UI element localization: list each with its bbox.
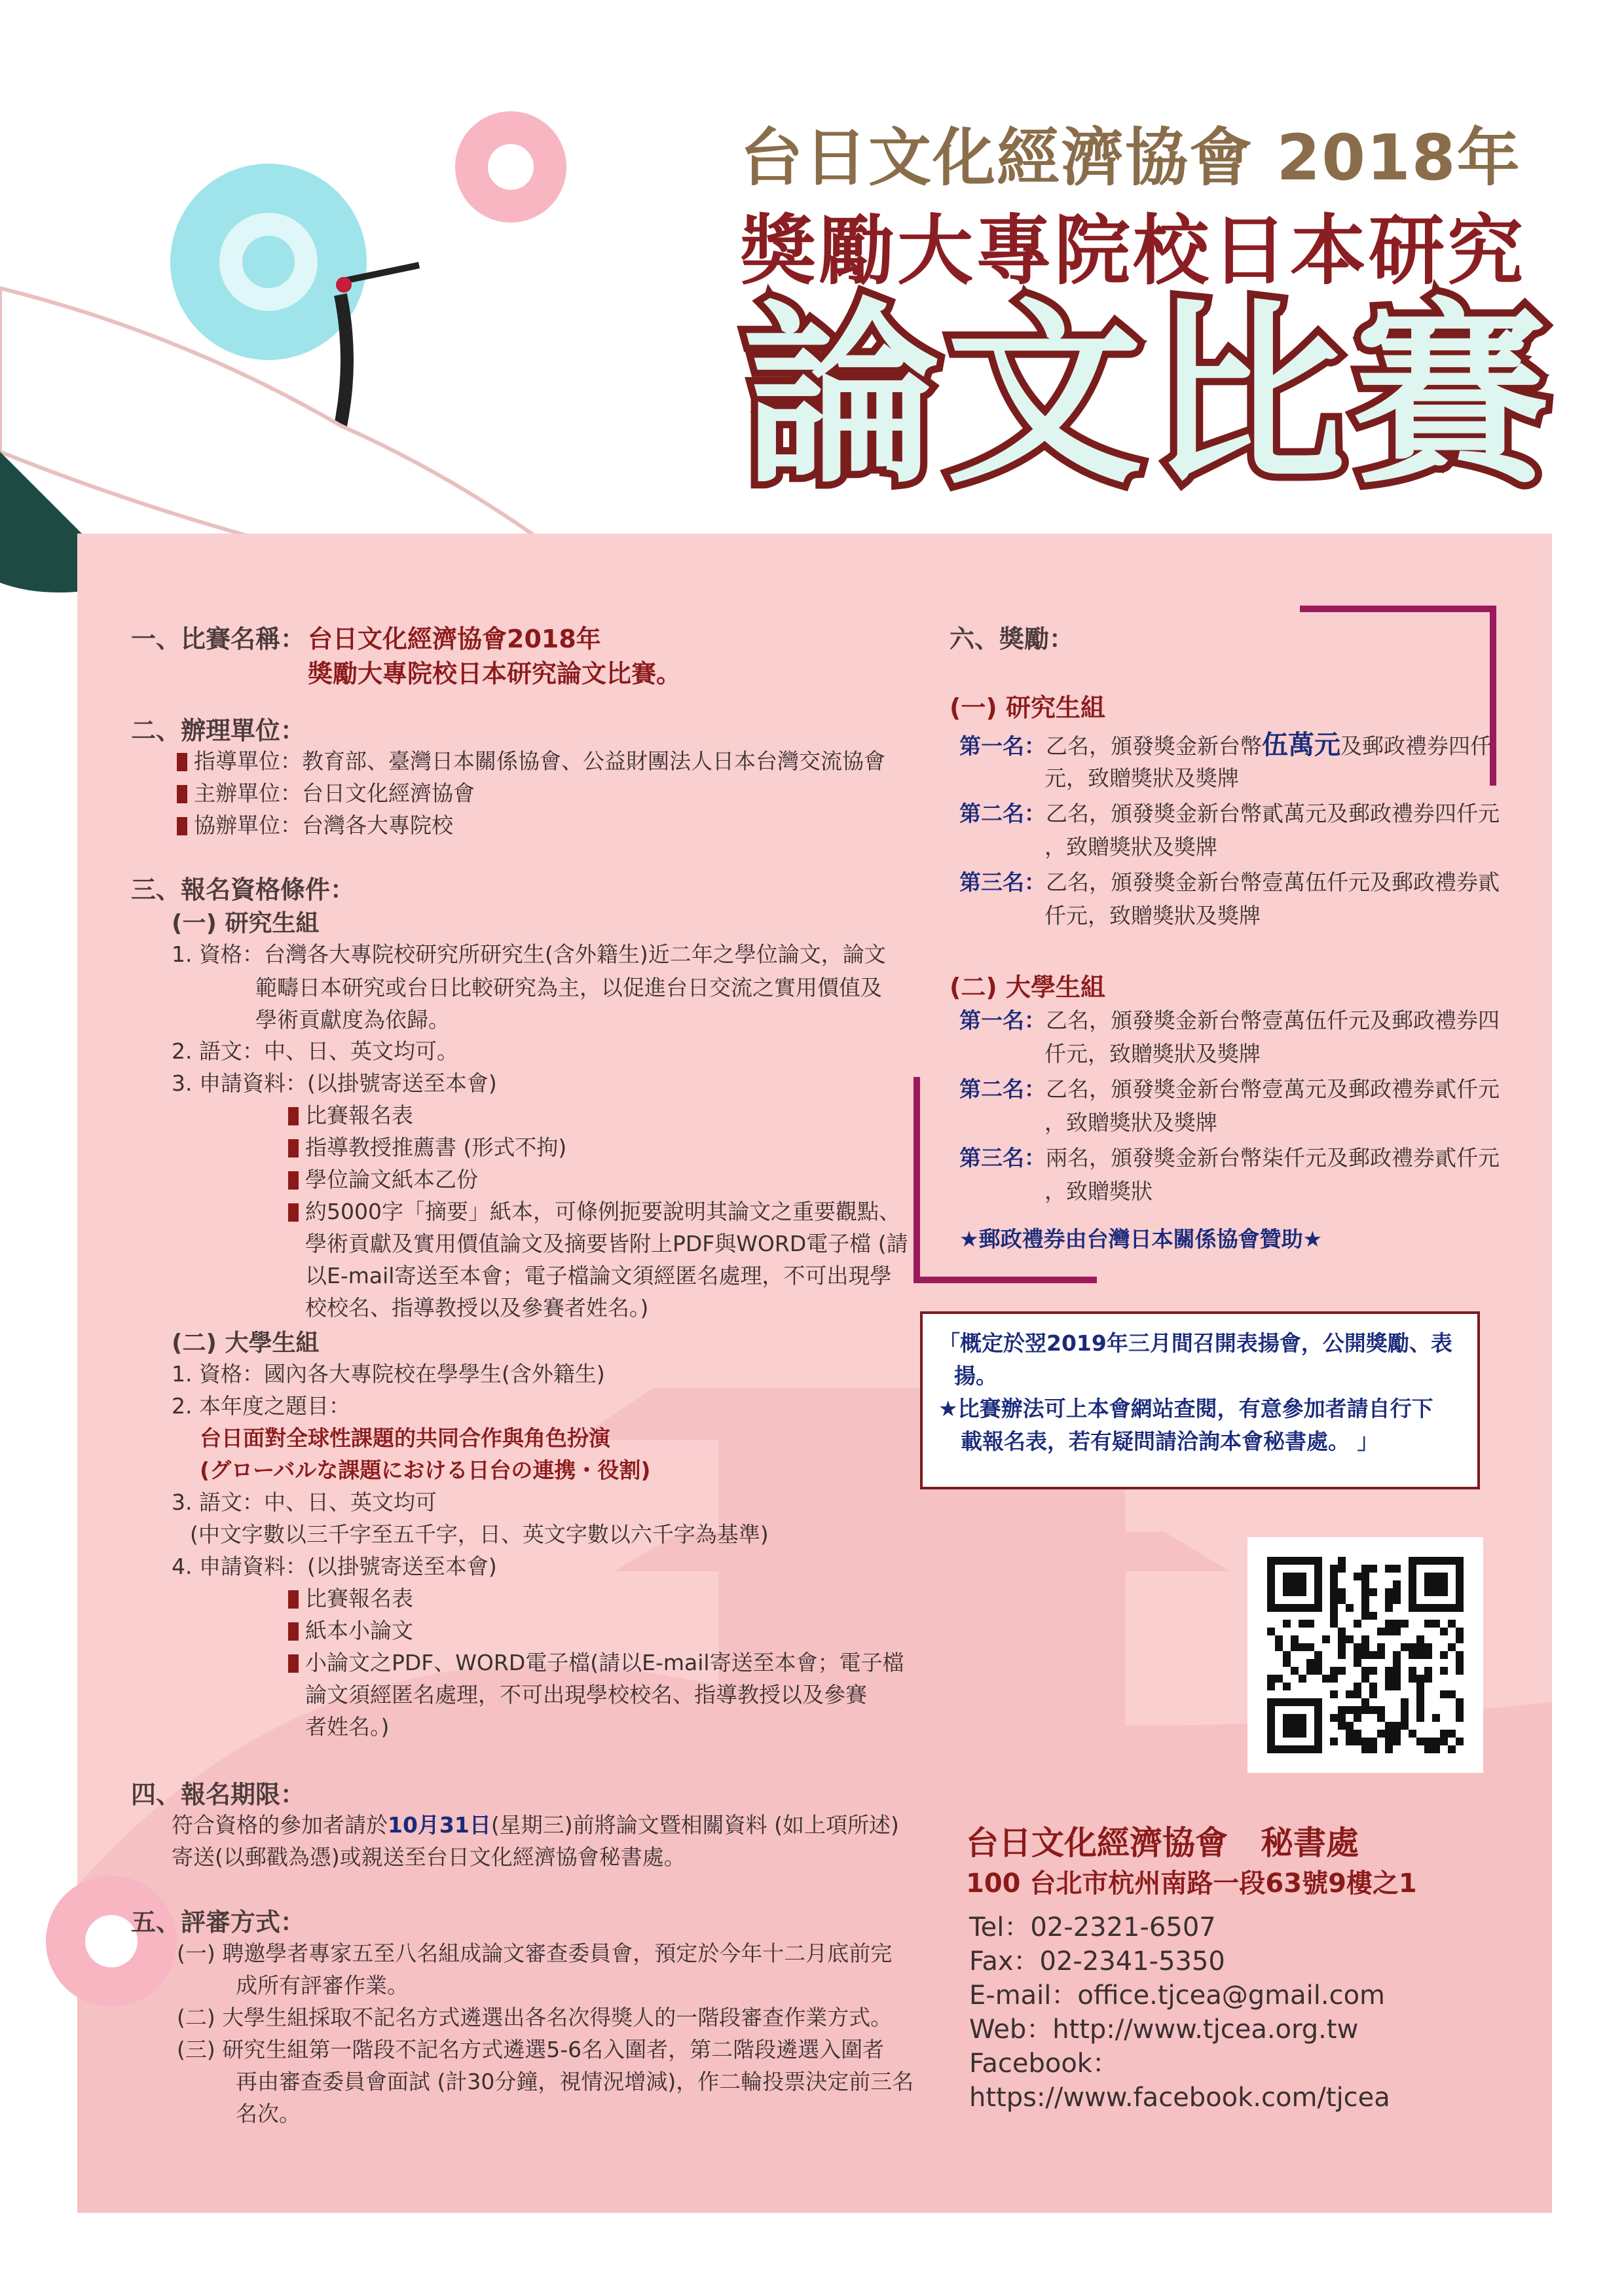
notice-line: 揚。 xyxy=(954,1363,997,1389)
s1-heading: 一、比賽名稱： xyxy=(131,625,306,653)
qr-code-icon xyxy=(1247,1537,1483,1773)
contact-web[interactable]: Web：http://www.tjcea.org.tw xyxy=(969,2014,1359,2045)
s5-item: (一) 聘邀學者專家五至八名組成論文審查委員會，預定於今年十二月底前完 xyxy=(177,1941,893,1966)
s6-ug-second-cont: ，致贈獎狀及獎牌 xyxy=(1044,1110,1217,1135)
s4-line1: 符合資格的參加者請於10月31日(星期三)前將論文暨相關資料 (如上項所述) xyxy=(172,1812,899,1838)
s6-ug-second: 第二名：乙名，頒發獎金新台幣壹萬元及郵政禮券貳仟元 xyxy=(959,1076,1500,1102)
header-line1: 台日文化經濟協會 2018年 xyxy=(740,121,1521,194)
qr-code[interactable] xyxy=(1247,1537,1483,1773)
pink-sakura-icon xyxy=(36,1866,187,2016)
header-line2: 獎勵大專院校日本研究 xyxy=(740,207,1526,295)
s3-grad-doc: 約5000字「摘要」紙本，可條例扼要說明其論文之重要觀點、 xyxy=(288,1195,900,1229)
s3-grad-doc-cont: 校校名、指導教授以及參賽者姓名。) xyxy=(305,1295,649,1321)
s5-item: 再由審查委員會面試 (計30分鐘，視情況增減)，作二輪投票決定前三名 xyxy=(236,2069,914,2094)
s3-grad-doc: 學位論文紙本乙份 xyxy=(288,1163,478,1197)
s3-ug-qual: 1. 資格：國內各大專院校在學學生(含外籍生) xyxy=(172,1361,605,1387)
s6-grad-second-cont: ，致贈獎狀及獎牌 xyxy=(1044,834,1217,860)
s3-grad-doc-cont: 學術貢獻及實用價值論文及摘要皆附上PDF與WORD電子檔 (請 xyxy=(305,1231,908,1256)
s3-grad-apply: 3. 申請資料：(以掛號寄送至本會) xyxy=(172,1070,497,1096)
s4-line2: 寄送(以郵戳為憑)或親送至台日文化經濟協會秘書處。 xyxy=(172,1844,686,1870)
org-address: 100 台北市杭州南路一段63號9樓之1 xyxy=(966,1868,1417,1899)
s2-heading: 二、辦理單位： xyxy=(131,716,306,745)
contact-facebook-url[interactable]: https://www.facebook.com/tjcea xyxy=(969,2083,1390,2113)
s3-ug-doc: 紙本小論文 xyxy=(288,1614,413,1648)
s6-grad-third: 第三名：乙名，頒發獎金新台幣壹萬伍仟元及郵政禮券貳 xyxy=(959,869,1500,895)
s3-ug-title: (二) 大學生組 xyxy=(172,1330,320,1357)
s6-ug-third-cont: ，致贈獎狀 xyxy=(1044,1178,1153,1204)
s6-ug-first-cont: 仟元，致贈獎狀及獎牌 xyxy=(1044,1041,1261,1066)
s3-ug-lang-note: (中文字數以三千字至五千字，日、英文字數以六千字為基準) xyxy=(190,1522,769,1547)
contact-tel: Tel：02-2321-6507 xyxy=(969,1912,1216,1942)
s3-ug-doc-cont: 論文須經匿名處理，不可出現學校校名、指導教授以及參賽 xyxy=(305,1682,867,1707)
s5-item: 名次。 xyxy=(236,2101,301,2126)
notice-line: 「概定於翌2019年三月間召開表揚會，公開獎勵、表 xyxy=(938,1330,1452,1356)
s3-grad-doc: 指導教授推薦書 (形式不拘) xyxy=(288,1131,566,1165)
s6-ug-first: 第一名：乙名，頒發獎金新台幣壹萬伍仟元及郵政禮券四 xyxy=(959,1008,1500,1033)
s3-grad-doc-cont: 以E-mail寄送至本會；電子檔論文須經匿名處理，不可出現學 xyxy=(305,1263,892,1288)
s1-line1: 台日文化經濟協會2018年 xyxy=(308,625,601,653)
s6-heading: 六、獎勵： xyxy=(950,625,1075,653)
s3-ug-topic: (グローバルな課題における日台の連携・役割) xyxy=(200,1457,651,1483)
pink-sakura-icon xyxy=(455,111,566,223)
s3-grad-lang: 2. 語文：中、日、英文均可。 xyxy=(172,1038,458,1064)
s3-grad-qual: 學術貢獻度為依歸。 xyxy=(255,1007,450,1032)
s3-ug-doc: 比賽報名表 xyxy=(288,1582,413,1616)
main-title: 論文比賽 xyxy=(743,282,1555,510)
s5-heading: 五、評審方式： xyxy=(131,1908,306,1937)
s3-heading: 三、報名資格條件： xyxy=(131,875,356,904)
s3-ug-doc: 小論文之PDF、WORD電子檔(請以E-mail寄送至本會；電子檔 xyxy=(288,1646,904,1680)
s6-grad-first-cont: 元，致贈獎狀及獎牌 xyxy=(1044,765,1239,791)
s1-line2: 獎勵大專院校日本研究論文比賽。 xyxy=(308,659,682,688)
s6-ug-title: (二) 大學生組 xyxy=(950,973,1105,1002)
s6-grad-title: (一) 研究生組 xyxy=(950,693,1105,722)
s3-grad-qual: 範疇日本研究或台日比較研究為主，以促進台日交流之實用價值及 xyxy=(255,975,882,1000)
s3-ug-apply: 4. 申請資料：(以掛號寄送至本會) xyxy=(172,1554,497,1579)
s6-grad-third-cont: 仟元，致贈獎狀及獎牌 xyxy=(1044,903,1261,928)
contact-facebook-label: Facebook： xyxy=(969,2049,1118,2079)
s5-item: 成所有評審作業。 xyxy=(236,1973,409,1998)
notice-line: 載報名表，若有疑問請洽詢本會秘書處。 」 xyxy=(961,1429,1379,1454)
s2-item: 主辦單位：台日文化經濟協會 xyxy=(177,776,475,811)
contact-email[interactable]: E-mail：office.tjcea@gmail.com xyxy=(969,1980,1386,2011)
deadline-date: 10月31日 xyxy=(388,1812,491,1838)
s2-item: 協辦單位：台灣各大專院校 xyxy=(177,809,453,843)
cyan-sakura-icon xyxy=(170,164,367,360)
s2-item: 指導單位：教育部、臺灣日本關係協會、公益財團法人日本台灣交流協會 xyxy=(177,744,885,778)
s3-ug-doc-cont: 者姓名。) xyxy=(305,1714,390,1740)
notice-box xyxy=(920,1311,1480,1489)
s3-grad-doc: 比賽報名表 xyxy=(288,1099,413,1133)
s5-item: (三) 研究生組第一階段不記名方式遴選5-6名入圍者，第二階段遴選入圍者 xyxy=(177,2037,885,2062)
contact-fax: Fax：02-2341-5350 xyxy=(969,1946,1225,1977)
prize-amount: 伍萬元 xyxy=(1262,730,1340,760)
org-name: 台日文化經濟協會 秘書處 xyxy=(966,1824,1359,1862)
s6-grad-second: 第二名：乙名，頒發獎金新台幣貳萬元及郵政禮券四仟元 xyxy=(959,801,1500,826)
notice-line: ★比賽辦法可上本會網站查閱，有意參加者請自行下 xyxy=(938,1396,1433,1421)
sponsor-note: ★郵政禮券由台灣日本關係協會贊助★ xyxy=(959,1226,1323,1252)
s3-ug-topic-label: 2. 本年度之題目： xyxy=(172,1393,350,1419)
s3-ug-lang: 3. 語文：中、日、英文均可 xyxy=(172,1489,437,1515)
s3-grad-title: (一) 研究生組 xyxy=(172,910,320,937)
s4-heading: 四、報名期限： xyxy=(131,1780,306,1809)
s3-grad-qual: 1. 資格：台灣各大專院校研究所研究生(含外籍生)近二年之學位論文，論文 xyxy=(172,941,886,967)
s6-grad-first: 第一名：乙名，頒發獎金新台幣伍萬元及郵政禮券四仟 xyxy=(959,730,1492,760)
s5-item: (二) 大學生組採取不記名方式遴選出各名次得獎人的一階段審查作業方式。 xyxy=(177,2005,893,2030)
s6-ug-third: 第三名：兩名，頒發獎金新台幣柒仟元及郵政禮券貳仟元 xyxy=(959,1145,1500,1171)
s3-ug-topic: 台日面對全球性課題的共同合作與角色扮演 xyxy=(200,1425,610,1451)
